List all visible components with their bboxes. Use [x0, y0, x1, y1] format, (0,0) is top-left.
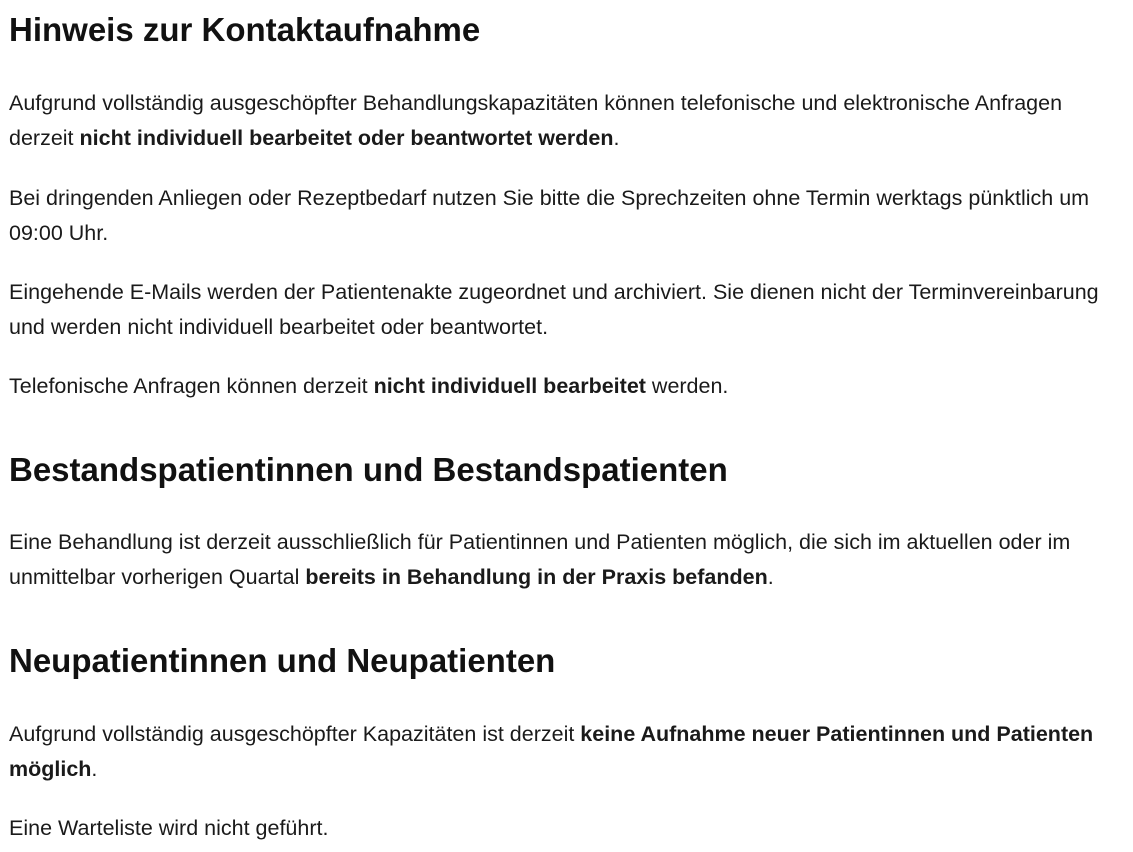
urgent-consultation-paragraph: Bei dringenden Anliegen oder Rezeptbedarf nutzen Sie bitte die Sprechzeiten ohne Termin werktags pünktlich um 09:00 Uhr. — [9, 186, 1090, 245]
contact-capacity-paragraph — [9, 86, 1125, 156]
phone-requests-emphasis: nicht individuell bearbeitet — [373, 374, 646, 398]
new-patients-end: . — [91, 757, 98, 781]
new-patients-text: Aufgrund vollständig ausgeschöpfter Kapazitäten ist derzeit — [9, 722, 581, 746]
contact-capacity-end: . — [613, 126, 620, 150]
phone-requests-paragraph — [9, 369, 1125, 404]
new-patients-paragraph — [9, 717, 1125, 787]
existing-patients-heading: Bestandspatientinnen und Bestandspatienten — [9, 451, 728, 488]
new-patients-emphasis: keine Aufnahme neuer Patientinnen und Patienten möglich — [9, 722, 1094, 781]
contact-capacity-emphasis: nicht individuell bearbeitet oder beantwortet werden — [79, 126, 614, 150]
phone-requests-end: werden. — [645, 374, 729, 398]
contact-notice-heading: Hinweis zur Kontaktaufnahme — [9, 11, 481, 48]
email-archive-paragraph: Eingehende E-Mails werden der Patientenakte zugeordnet und archiviert. Sie dienen nicht der Terminvereinbarung und werden nicht individuell bearbeitet oder beantwortet. — [9, 280, 1099, 339]
existing-patients-text: Eine Behandlung ist derzeit ausschließlich für Patientinnen und Patienten möglich, die sich im aktuellen oder im unmittelbar vorherigen Quartal — [9, 530, 1071, 589]
existing-patients-end: . — [767, 565, 774, 589]
existing-patients-emphasis: bereits in Behandlung in der Praxis befanden — [305, 565, 768, 589]
phone-requests-text: Telefonische Anfragen können derzeit — [9, 374, 374, 398]
waitlist-paragraph: Eine Warteliste wird nicht geführt. — [9, 816, 329, 840]
contact-capacity-text: Aufgrund vollständig ausgeschöpfter Behandlungskapazitäten können telefonische und elektronische Anfragen derzeit — [9, 91, 1063, 150]
existing-patients-paragraph — [9, 525, 1129, 595]
new-patients-heading: Neupatientinnen und Neupatienten — [9, 642, 556, 679]
